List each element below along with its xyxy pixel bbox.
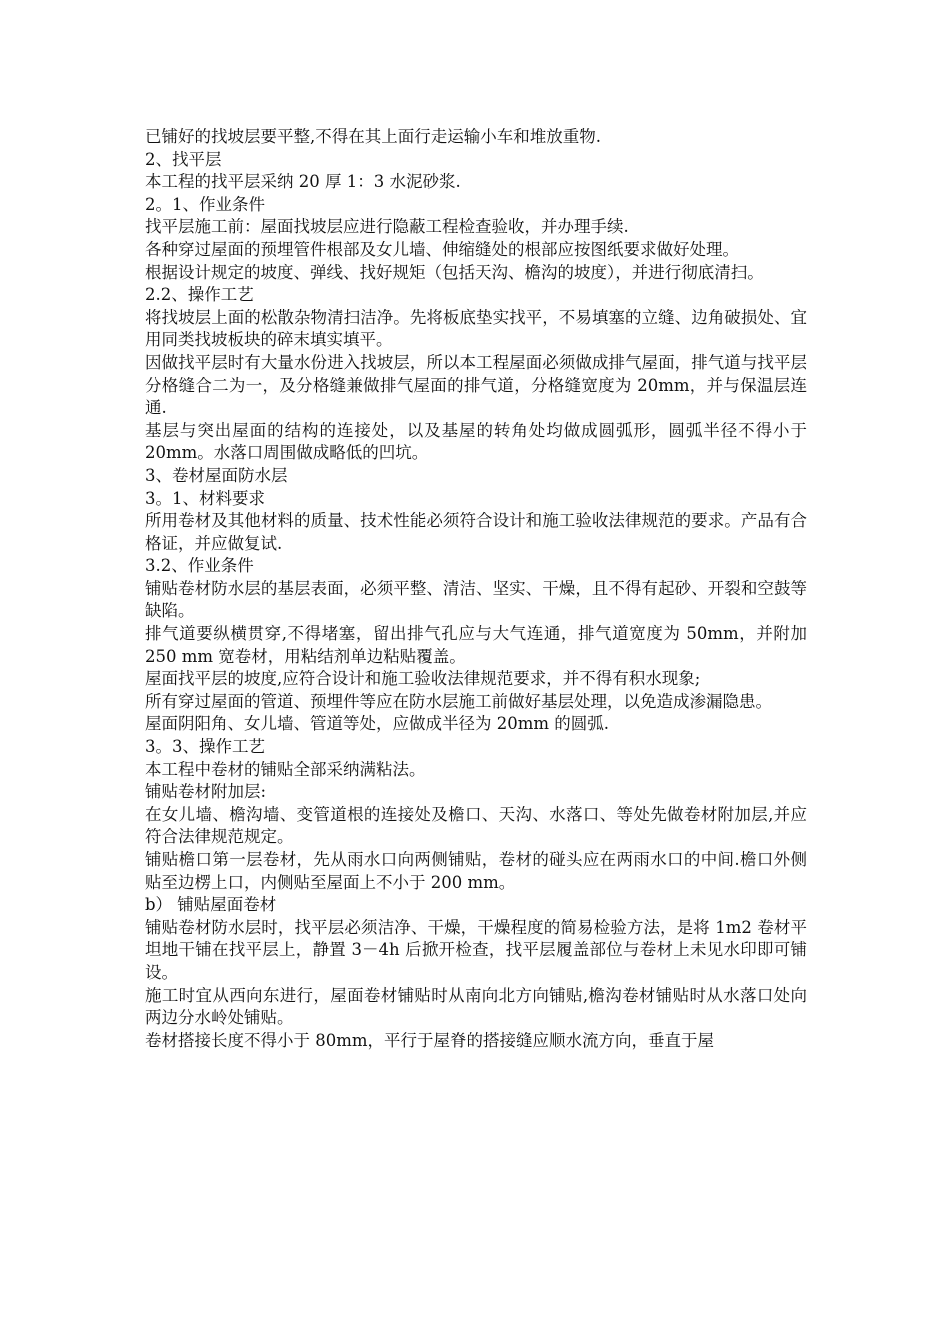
- document-body: [145, 126, 807, 1052]
- paragraph: 本工程中卷材的铺贴全部采纳满粘法。: [145, 759, 426, 779]
- paragraph: 铺贴卷材防水层时，找平层必须洁净、干燥，干燥程度的简易检验方法，是将 1m2 卷材平坦地干铺在找平层上，静置 3－4h 后掀开检查，找平层履盖部位与卷材上未见水印即可铺设。: [145, 917, 807, 982]
- paragraph: 铺贴卷材防水层的基层表面，必须平整、清洁、坚实、干燥，且不得有起砂、开裂和空鼓等缺陷。: [145, 578, 807, 621]
- paragraph: 屋面阴阳角、女儿墙、管道等处，应做成半径为 20mm 的圆弧.: [145, 714, 610, 734]
- section-heading: 3、卷材屋面防水层: [145, 465, 288, 485]
- paragraph: 将找坡层上面的松散杂物清扫洁净。先将板底垫实找平，不易填塞的立缝、边角破损处、宜用同类找坡板块的碎末填实填平。: [145, 307, 807, 350]
- paragraph: 所有穿过屋面的管道、预埋件等应在防水层施工前做好基层处理，以免造成渗漏隐患。: [145, 691, 772, 711]
- paragraph: 施工时宜从西向东进行，屋面卷材铺贴时从南向北方向铺贴,檐沟卷材铺贴时从水落口处向两边分水岭处铺贴。: [145, 985, 807, 1028]
- paragraph: 找平层施工前：屋面找坡层应进行隐蔽工程检查验收，并办理手续.: [145, 217, 629, 237]
- paragraph: 因做找平层时有大量水份进入找坡层，所以本工程屋面必须做成排气屋面，排气道与找平层分格缝合二为一，及分格缝兼做排气屋面的排气道，分格缝宽度为 20mm，并与保温层连通.: [145, 352, 807, 418]
- section-heading: 2.2、操作工艺: [145, 285, 254, 305]
- section-heading: 2。1、作业条件: [145, 194, 265, 214]
- section-heading: 3。3、操作工艺: [145, 737, 265, 757]
- section-heading: 3。1、材料要求: [145, 488, 265, 508]
- paragraph: 本工程的找平层采纳 20 厚 1：3 水泥砂浆.: [145, 172, 461, 192]
- section-heading: b） 铺贴屋面卷材: [145, 895, 277, 915]
- section-heading: 2、找平层: [145, 149, 222, 169]
- paragraph: 基层与突出屋面的结构的连接处，以及基屋的转角处均做成圆弧形，圆弧半径不得小于 20mm。水落口周围做成略低的凹坑。: [145, 420, 807, 463]
- paragraph: 铺贴卷材附加层:: [145, 782, 267, 802]
- paragraph: 已铺好的找坡层要平整,不得在其上面行走运输小车和堆放重物.: [145, 127, 601, 146]
- section-heading: 3.2、作业条件: [145, 556, 254, 576]
- paragraph: 在女儿墙、檐沟墙、变管道根的连接处及檐口、天沟、水落口、等处先做卷材附加层,并应符合法律规范规定。: [145, 804, 807, 847]
- paragraph: 铺贴檐口第一层卷材，先从雨水口向两侧铺贴，卷材的碰头应在两雨水口的中间.檐口外侧贴至边楞上口，内侧贴至屋面上不小于 200 mm。: [145, 850, 807, 892]
- paragraph: 根据设计规定的坡度、弹线、找好规矩（包括天沟、檐沟的坡度），并进行彻底清扫。: [145, 262, 764, 282]
- paragraph: 各种穿过屋面的预埋管件根部及女儿墙、伸缩缝处的根部应按图纸要求做好处理。: [145, 239, 739, 259]
- paragraph: 所用卷材及其他材料的质量、技术性能必须符合设计和施工验收法律规范的要求。产品有合格证，并应做复试.: [145, 511, 807, 553]
- paragraph: 卷材搭接长度不得小于 80mm，平行于屋脊的搭接缝应顺水流方向，垂直于屋: [145, 1030, 715, 1050]
- paragraph: 屋面找平层的坡度,应符合设计和施工验收法律规范要求，并不得有积水现象;: [145, 669, 701, 689]
- paragraph: 排气道要纵横贯穿,不得堵塞，留出排气孔应与大气连通，排气道宽度为 50mm，并附加 250 mm 宽卷材，用粘结剂单边粘贴覆盖。: [145, 624, 807, 666]
